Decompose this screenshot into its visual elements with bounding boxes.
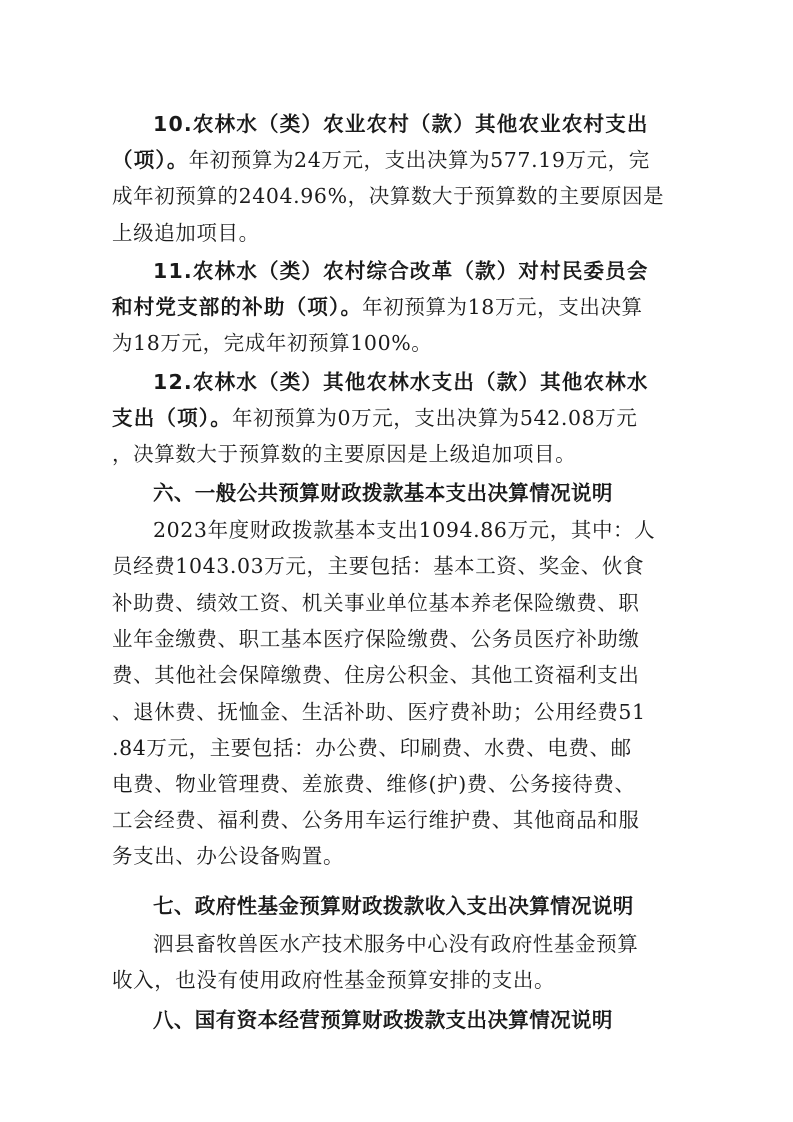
section8-heading: 八、国有资本经营预算财政拨款支出决算情况说明: [153, 1008, 613, 1032]
section6-line: 电费、物业管理费、差旅费、维修(护)费、公务接待费、: [112, 772, 636, 796]
section6-line: 补助费、绩效工资、机关事业单位基本养老保险缴费、职: [112, 591, 640, 615]
item12-line3: ，决算数大于预算数的主要原因是上级追加项目。: [112, 442, 577, 466]
item11-heading-line: 11.农林水（类）农村综合改革（款）对村民委员会: [153, 259, 649, 283]
item12-heading-line: 12.农林水（类）其他农林水支出（款）其他农林水: [153, 370, 649, 394]
item11-heading-end: 和村党支部的补助（项）。: [112, 295, 363, 319]
item11-line3: 为18万元，完成年初预算100%。: [112, 331, 433, 355]
item11-text: 年初预算为18万元，支出决算: [362, 295, 643, 319]
item12-line2: [112, 402, 682, 434]
item10-heading-end: （项）。: [112, 148, 189, 172]
section7-line: 收入，也没有使用政府性基金预算安排的支出。: [112, 968, 556, 992]
section6-line: 2023年度财政拨款基本支出1094.86万元，其中：人: [153, 518, 656, 542]
item11-line2: [112, 291, 682, 323]
item10-line4: 上级追加项目。: [112, 221, 260, 245]
section6-line: 工会经费、福利费、公务用车运行维护费、其他商品和服: [112, 808, 640, 832]
section6-line: 业年金缴费、职工基本医疗保险缴费、公务员医疗补助缴: [112, 627, 640, 651]
section6-line: 员经费1043.03万元，主要包括：基本工资、奖金、伙食: [112, 554, 645, 578]
section6-line: 、退休费、抚恤金、生活补助、医疗费补助；公用经费51: [112, 700, 646, 724]
item10-heading-line: 10.农林水（类）农业农村（款）其他农业农村支出: [153, 112, 649, 136]
item12-heading-end: 支出（项）。: [112, 406, 232, 430]
section6-heading: 六、一般公共预算财政拨款基本支出决算情况说明: [153, 481, 613, 505]
item10-text: 年初预算为24万元，支出决算为577.19万元，完: [188, 148, 650, 172]
item10-line2: [112, 144, 682, 176]
item10-line3: 成年初预算的2404.96%，决算数大于预算数的主要原因是: [112, 184, 665, 208]
section7-heading: 七、政府性基金预算财政拨款收入支出决算情况说明: [153, 894, 634, 918]
section6-line: .84万元，主要包括：办公费、印刷费、水费、电费、邮: [112, 736, 632, 760]
section6-line: 费、其他社会保障缴费、住房公积金、其他工资福利支出: [112, 663, 640, 687]
section6-line: 务支出、办公设备购置。: [112, 844, 345, 868]
item12-text: 年初预算为0万元，支出决算为542.08万元: [231, 406, 638, 430]
section7-line: 泗县畜牧兽医水产技术服务中心没有政府性基金预算: [153, 932, 639, 956]
